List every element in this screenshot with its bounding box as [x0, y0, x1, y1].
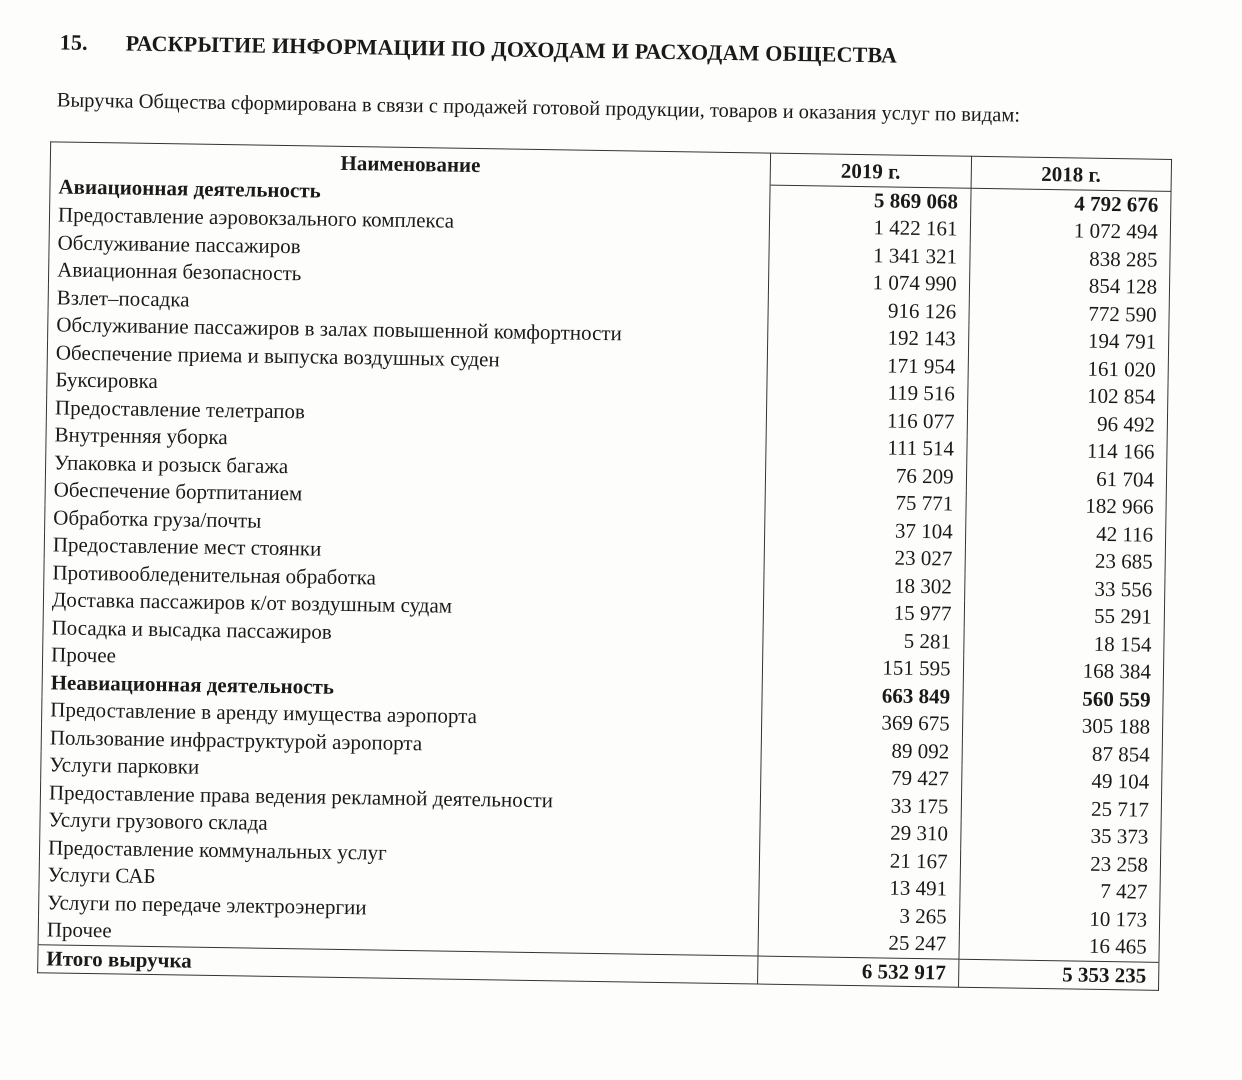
row-name: Прочее: [42, 641, 762, 680]
row-value-2019: 5 869 068: [770, 185, 971, 216]
row-value-2019: 79 427: [761, 763, 962, 794]
row-value-2018: 182 966: [965, 491, 1166, 522]
row-value-2019: 119 516: [767, 378, 968, 409]
row-value-2018: 194 791: [968, 326, 1169, 357]
header-2018: 2018 г.: [971, 156, 1172, 191]
row-value-2018: 49 104: [961, 766, 1162, 797]
row-value-2018: 838 285: [969, 243, 1170, 274]
row-name: Взлет–посадка: [48, 284, 768, 323]
row-name: Пользование инфраструктурой аэропорта: [41, 724, 761, 763]
row-name: Противообледенительная обработка: [44, 559, 764, 598]
row-value-2018: 87 854: [962, 738, 1163, 769]
row-name: Предоставление права ведения рекламной деятельности: [40, 779, 760, 818]
row-name: Предоставление мест стоянки: [44, 531, 764, 570]
row-value-2019: 21 167: [759, 845, 960, 876]
row-value-2019: 37 104: [765, 515, 966, 546]
row-value-2018: 55 291: [964, 601, 1165, 632]
row-value-2018: 96 492: [967, 408, 1168, 439]
total-value-2018: 5 353 235: [958, 959, 1159, 991]
row-name: Буксировка: [47, 366, 767, 405]
row-name: Обеспечение бортпитанием: [45, 476, 765, 515]
row-value-2018: 102 854: [967, 381, 1168, 412]
row-value-2018: 42 116: [965, 518, 1166, 549]
row-name: Авиационная безопасность: [48, 256, 768, 295]
row-value-2018: 168 384: [963, 656, 1164, 687]
row-value-2018: 25 717: [961, 793, 1162, 824]
row-name: Обслуживание пассажиров в залах повышенной комфортности: [48, 311, 768, 350]
row-value-2019: 25 247: [758, 928, 959, 959]
row-value-2018: 854 128: [969, 271, 1170, 302]
row-name: Предоставление коммунальных услуг: [39, 834, 759, 873]
row-value-2018: 772 590: [968, 298, 1169, 329]
row-value-2018: 10 173: [959, 903, 1160, 934]
row-name: Упаковка и розыск багажа: [45, 449, 765, 488]
row-name: Обработка груза/почты: [45, 504, 765, 543]
row-value-2018: 23 685: [965, 546, 1166, 577]
row-value-2018: 35 373: [960, 821, 1161, 852]
row-value-2018: 7 427: [959, 876, 1160, 907]
row-value-2019: 151 595: [762, 653, 963, 684]
total-value-2019: 6 532 917: [758, 956, 959, 988]
row-name: Внутренняя уборка: [46, 421, 766, 460]
row-name: Посадка и высадка пассажиров: [43, 614, 763, 653]
section-title: РАСКРЫТИЕ ИНФОРМАЦИИ ПО ДОХОДАМ И РАСХОДАМ ОБЩЕСТВА: [125, 30, 898, 68]
header-2019: 2019 г.: [770, 153, 971, 188]
row-name: Обеспечение приема и выпуска воздушных суден: [47, 339, 767, 378]
row-value-2018: 33 556: [964, 573, 1165, 604]
row-value-2019: 1 074 990: [769, 268, 970, 299]
row-name: Предоставление аэровокзального комплекса: [49, 201, 769, 240]
row-name: Предоставление в аренду имущества аэропорта: [42, 696, 762, 735]
row-value-2019: 75 771: [765, 488, 966, 519]
row-value-2018: 305 188: [962, 711, 1163, 742]
row-value-2019: 192 143: [768, 323, 969, 354]
row-value-2018: 18 154: [963, 628, 1164, 659]
row-value-2018: 114 166: [966, 436, 1167, 467]
row-value-2019: 15 977: [763, 598, 964, 629]
row-name: Обслуживание пассажиров: [49, 229, 769, 268]
table-body: [38, 173, 1171, 990]
row-value-2019: 1 422 161: [769, 213, 970, 244]
section-number: 15.: [59, 29, 89, 55]
row-name: Услуги по передаче электроэнергии: [39, 889, 759, 928]
row-name: Предоставление телетрапов: [46, 394, 766, 433]
intro-paragraph: Выручка Общества сформирована в связи с продажей готовой продукции, товаров и оказания услуг по видам:: [56, 89, 1021, 127]
row-name: Авиационная деятельность: [50, 173, 771, 212]
row-value-2019: 369 675: [762, 708, 963, 739]
row-value-2019: 13 491: [759, 873, 960, 904]
row-value-2019: 23 027: [764, 543, 965, 574]
row-value-2018: 61 704: [966, 463, 1167, 494]
row-value-2019: 1 341 321: [769, 240, 970, 271]
section-heading: [60, 29, 898, 68]
row-value-2018: 16 465: [959, 931, 1160, 962]
row-value-2018: 161 020: [968, 353, 1169, 384]
row-name: Услуги парковки: [41, 751, 761, 790]
row-name: Доставка пассажиров к/от воздушным судам: [43, 586, 763, 625]
row-value-2019: 33 175: [760, 790, 961, 821]
row-value-2019: 5 281: [763, 625, 964, 656]
row-value-2018: 1 072 494: [970, 216, 1171, 247]
row-name: Услуги САБ: [39, 861, 759, 900]
row-value-2018: 23 258: [960, 848, 1161, 879]
header-name: Наименование: [50, 142, 771, 185]
row-value-2019: 111 514: [766, 433, 967, 464]
row-value-2019: 663 849: [762, 680, 963, 711]
row-value-2019: 18 302: [764, 570, 965, 601]
row-value-2018: 560 559: [962, 683, 1163, 714]
row-name: Услуги грузового склада: [40, 806, 760, 845]
row-value-2019: 916 126: [768, 295, 969, 326]
row-name: Неавиационная деятельность: [42, 669, 762, 708]
row-value-2019: 3 265: [759, 900, 960, 931]
row-name: Прочее: [38, 916, 759, 955]
revenue-table: [37, 141, 1172, 991]
row-value-2019: 89 092: [761, 735, 962, 766]
row-value-2019: 76 209: [765, 460, 966, 491]
row-value-2019: 29 310: [760, 818, 961, 849]
row-value-2019: 171 954: [767, 350, 968, 381]
row-value-2018: 4 792 676: [970, 188, 1171, 219]
total-name: Итого выручка: [38, 944, 759, 984]
row-value-2019: 116 077: [766, 405, 967, 436]
